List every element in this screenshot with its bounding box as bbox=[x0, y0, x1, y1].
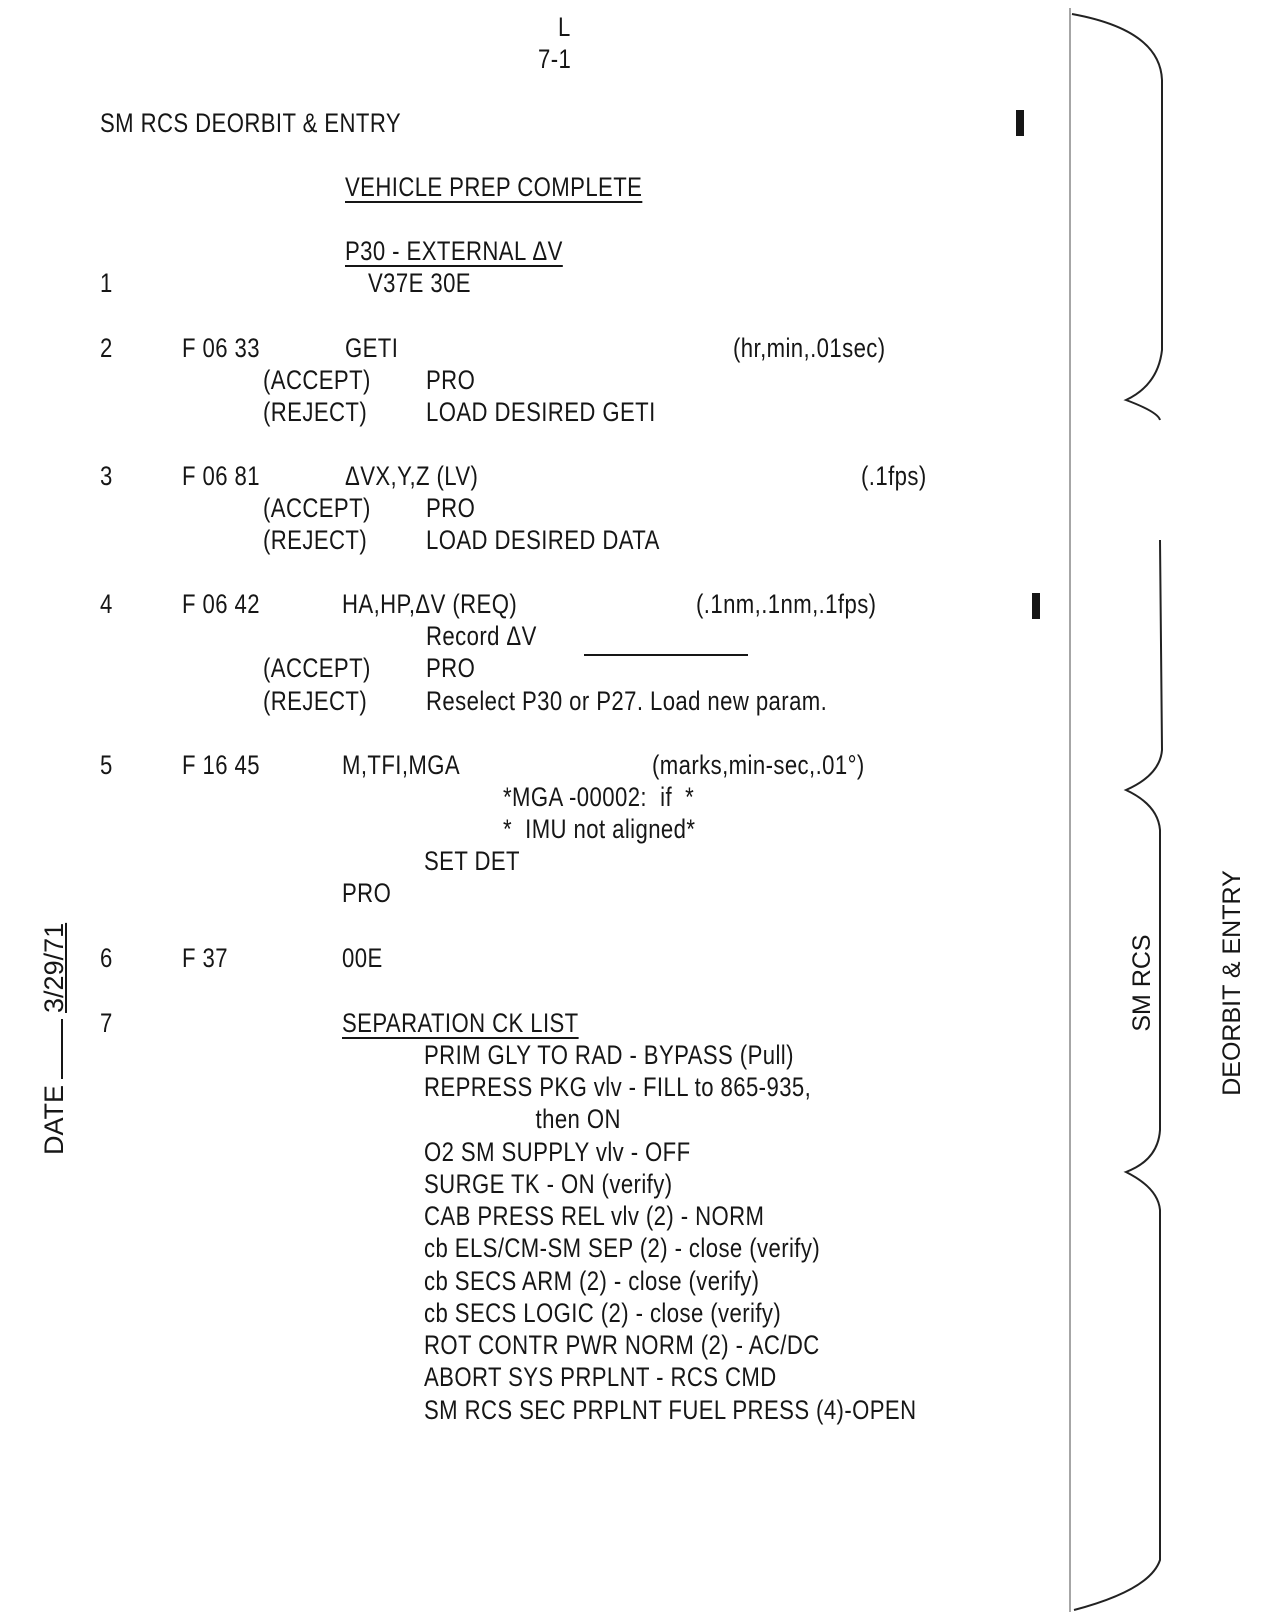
reject-label: (REJECT) bbox=[263, 525, 368, 555]
reject-action: LOAD DESIRED DATA bbox=[426, 525, 660, 555]
checklist-item: ABORT SYS PRPLNT - RCS CMD bbox=[424, 1362, 777, 1392]
checklist-item: cb SECS LOGIC (2) - close (verify) bbox=[424, 1298, 782, 1328]
display-code: F 06 81 bbox=[182, 461, 260, 491]
checklist-item: cb SECS ARM (2) - close (verify) bbox=[424, 1266, 760, 1296]
display-code: F 06 33 bbox=[182, 333, 260, 363]
tab-label bbox=[1067, 853, 1246, 1113]
display-label: GETI bbox=[345, 333, 399, 363]
checklist-item: ROT CONTR PWR NORM (2) - AC/DC bbox=[424, 1330, 820, 1360]
display-units: (hr,min,.01sec) bbox=[733, 333, 886, 363]
accept-label: (ACCEPT) bbox=[263, 493, 371, 523]
reject-action: Reselect P30 or P27. Load new param. bbox=[426, 686, 828, 716]
checklist-item: cb ELS/CM-SM SEP (2) - close (verify) bbox=[424, 1233, 821, 1263]
accept-action: PRO bbox=[426, 365, 476, 395]
checklist-item: REPRESS PKG vlv - FILL to 865-935, bbox=[424, 1072, 812, 1102]
section-heading: VEHICLE PREP COMPLETE bbox=[345, 172, 643, 202]
tab-label-line2: DEORBIT & ENTRY bbox=[1218, 870, 1246, 1096]
accept-action: PRO bbox=[426, 653, 476, 683]
display-label: ΔVX,Y,Z (LV) bbox=[345, 461, 479, 491]
display-code: F 16 45 bbox=[182, 750, 260, 780]
change-bar bbox=[1016, 110, 1024, 136]
reject-label: (REJECT) bbox=[263, 397, 368, 427]
accept-label: (ACCEPT) bbox=[263, 365, 371, 395]
step-number: 5 bbox=[100, 750, 113, 780]
checklist-item: CAB PRESS REL vlv (2) - NORM bbox=[424, 1201, 765, 1231]
mga-note: * IMU not aligned* bbox=[503, 814, 696, 844]
checklist-item: SURGE TK - ON (verify) bbox=[424, 1169, 673, 1199]
step-number: 2 bbox=[100, 333, 113, 363]
change-bar bbox=[1032, 593, 1040, 619]
display-units: (marks,min-sec,.01°) bbox=[652, 750, 865, 780]
display-units: (.1fps) bbox=[861, 461, 927, 491]
checklist-item: PRIM GLY TO RAD - BYPASS (Pull) bbox=[424, 1040, 794, 1070]
display-label: M,TFI,MGA bbox=[342, 750, 461, 780]
step-number: 4 bbox=[100, 589, 113, 619]
pro-action: PRO bbox=[342, 878, 392, 908]
tab-outline bbox=[1050, 0, 1216, 1620]
accept-label: (ACCEPT) bbox=[263, 653, 371, 683]
tab-label-line1: SM RCS bbox=[1128, 934, 1156, 1032]
checklist-item: SM RCS SEC PRPLNT FUEL PRESS (4)-OPEN bbox=[424, 1395, 917, 1425]
program-heading: P30 - EXTERNAL ΔV bbox=[345, 236, 563, 266]
display-code: F 06 42 bbox=[182, 589, 260, 619]
set-det: SET DET bbox=[424, 846, 520, 876]
step-number: 6 bbox=[100, 943, 113, 973]
checklist-heading: SEPARATION CK LIST bbox=[342, 1008, 579, 1038]
display-code: F 37 bbox=[182, 943, 228, 973]
display-label: HA,HP,ΔV (REQ) bbox=[342, 589, 518, 619]
step-command: V37E 30E bbox=[368, 268, 471, 298]
display-units: (.1nm,.1nm,.1fps) bbox=[696, 589, 877, 619]
step-number: 1 bbox=[100, 268, 113, 298]
date-label: DATE bbox=[39, 1084, 69, 1155]
page-number: 7-1 bbox=[538, 44, 572, 74]
section-letter: L bbox=[558, 12, 571, 42]
accept-action: PRO bbox=[426, 493, 476, 523]
mga-note: *MGA -00002: if * bbox=[503, 782, 695, 812]
display-value: 00E bbox=[342, 943, 383, 973]
date-stamp bbox=[8, 923, 70, 1170]
record-label: Record ΔV bbox=[426, 621, 537, 651]
step-number: 7 bbox=[100, 1008, 113, 1038]
checklist-item: then ON bbox=[424, 1104, 621, 1134]
checklist-item: O2 SM SUPPLY vlv - OFF bbox=[424, 1137, 691, 1167]
date-value: 3/29/71 bbox=[39, 922, 69, 1013]
step-number: 3 bbox=[100, 461, 113, 491]
page-title: SM RCS DEORBIT & ENTRY bbox=[100, 108, 401, 138]
reject-label: (REJECT) bbox=[263, 686, 368, 716]
record-blank bbox=[584, 654, 748, 656]
reject-action: LOAD DESIRED GETI bbox=[426, 397, 656, 427]
